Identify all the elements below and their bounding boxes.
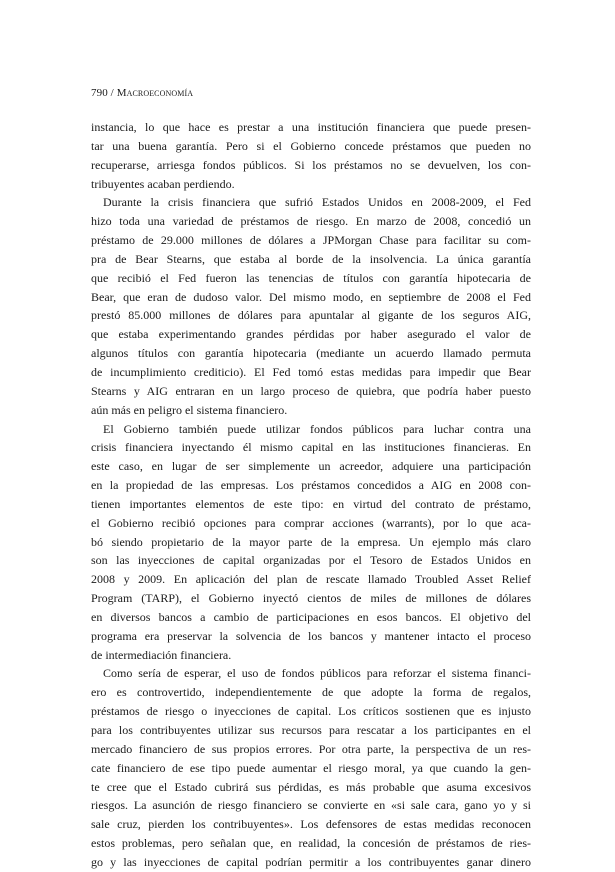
text-line: tribuyentes acaban perdiendo. [91,176,235,191]
text-line: programa era preservar la solvencia de los bancos y mantener intacto el proceso [91,628,531,643]
text-line: préstamo de 29.000 millones de dólares a JPMorgan Chase para facilitar su com- [91,233,531,248]
running-head [91,87,193,99]
text-line: para los contribuyentes utilizar sus recursos para rescatar a los participantes en el [91,723,531,737]
text-line: crisis financiera inyectando él mismo capital en las instituciones financieras. En [91,440,531,455]
text-line: aún más en peligro el sistema financiero. [91,402,288,417]
text-line: instancia, lo que hace es prestar a una institución financiera que puede presen- [91,120,531,134]
text-line: algunos títulos con garantía hipotecaria (mediante un acuerdo llamado permuta [91,346,531,361]
body-text [91,118,531,872]
text-line: de intermediación financiera. [91,647,232,662]
text-line: pra de Bear Stearns, que estaba al borde de la insolvencia. La única garantía [91,251,531,266]
text-line: 2008 y 2009. En aplicación del plan de rescate llamado Troubled Asset Relief [91,572,531,587]
text-line: este caso, en lugar de ser simplemente un acreedor, adquiere una participación [91,459,531,474]
text-line: tienen importantes elementos de este tipo: en virtud del contrato de préstamo, [91,496,531,511]
text-line: recuperarse, arriesga fondos públicos. Si los préstamos no se devuelven, los con- [91,157,531,172]
text-line: Stearns y AIG entraran en un largo proceso de quiebra, que podría haber puesto [91,383,531,398]
text-line: en la propiedad de las empresas. Los préstamos concedidos a AIG en 2008 con- [91,478,531,493]
text-line: mercado financiero de sus propios errores. Por otra parte, la perspectiva de un res- [91,741,531,756]
text-line: de incumplimiento crediticio). El Fed tomó estas medidas para impedir que Bear [91,364,531,379]
text-line: tar una buena garantía. Pero si el Gobierno concede préstamos que pueden no [91,138,531,153]
page-number: 790 [91,87,108,99]
text-line: Program (TARP), el Gobierno inyectó cientos de miles de millones de dólares [91,591,531,606]
text-line: hizo toda una variedad de préstamos de riesgo. En marzo de 2008, concedió un [91,214,531,229]
text-line: el Gobierno recibió opciones para comprar acciones (warrants), por lo que aca- [91,515,531,530]
text-line: bó siendo propietario de la mayor parte de la empresa. Un ejemplo más claro [91,534,531,549]
section-title: Macroeconomía [116,87,194,99]
text-line: préstamos de riesgo o inyecciones de capital. Los críticos sostienen que es injusto [91,704,531,719]
text-line: en diversos bancos a cambio de participaciones en esos bancos. El objetivo del [91,609,531,624]
text-line: son las inyecciones de capital organizadas por el Tesoro de Estados Unidos en [91,553,531,568]
text-line: que recibió el Fed fueron las tenencias de títulos con garantía hipotecaria de [91,270,531,285]
text-line: Bear, que eran de dudoso valor. Del mismo modo, en septiembre de 2008 el Fed [91,289,531,304]
text-line: El Gobierno también puede utilizar fondos públicos para luchar contra una [103,421,531,436]
text-line: riesgos. La asunción de riesgo financiero se convierte en «si sale cara, gano yo y si [91,798,531,813]
text-line: estos problemas, pero señalan que, en realidad, la concesión de préstamos de ries- [91,836,531,851]
text-line: Como sería de esperar, el uso de fondos públicos para reforzar el sistema financi- [103,666,531,681]
text-line: prestó 85.000 millones de dólares para apuntalar al gigante de los seguros AIG, [91,308,531,323]
text-line: que estaba experimentando grandes pérdidas por haber asegurado el valor de [91,327,531,342]
running-head-separator: / [110,87,114,99]
text-line: te cree que el Estado cubrirá sus pérdidas, es más probable que asuma excesivos [91,779,531,794]
text-line: Durante la crisis financiera que sufrió Estados Unidos en 2008-2009, el Fed [103,195,531,210]
text-line: ero es controvertido, independientemente de que adopte la forma de regalos, [91,685,531,700]
text-line: sale cruz, pierden los contribuyentes». Los defensores de estas medidas reconocen [91,817,531,832]
text-line: cate financiero de ese tipo puede aumentar el riesgo moral, ya que cuando la gen- [91,760,531,775]
text-line: go y las inyecciones de capital podrían permitir a los contribuyentes ganar dinero [91,854,531,869]
